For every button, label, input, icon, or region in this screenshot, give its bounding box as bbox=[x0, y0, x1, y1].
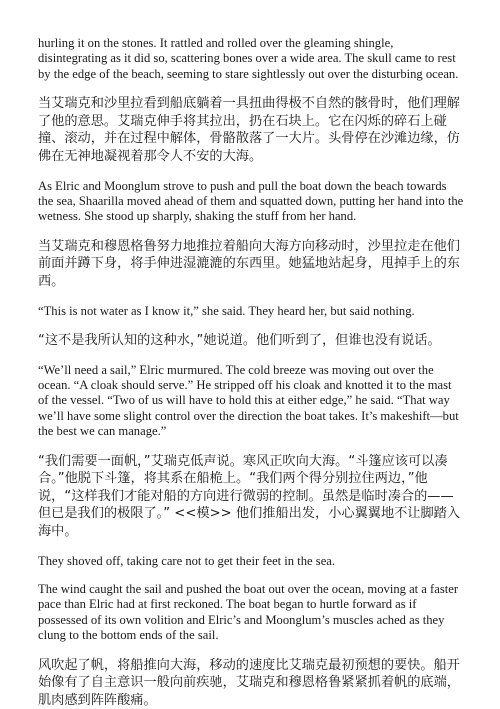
paragraph-en-4: “We’ll need a sail,” Elric murmured. The cold breeze was moving out over the ocean. “A cloak should serve.” He stripped off his cloak and knotted it to the mast of the vessel. “Two of us will have to hold this at either edge,” he said. “That way we’ll have some slight control over the direction the boat takes. It’s makeshift—but the best we can manage.” bbox=[38, 362, 459, 439]
paragraph-en-1: hurling it on the stones. It rattled and rolled over the gleaming shingle, disintegrating as it did so, scattering bones over a wide area. The skull came to rest by the edge of the beach, seeming to stare sightlessly out over the disturbing ocean. bbox=[38, 36, 459, 81]
paragraph-en-5: They shoved off, taking care not to get their feet in the sea. bbox=[38, 553, 336, 568]
paragraph-en-6: The wind caught the sail and pushed the boat out over the ocean, moving at a faster pace than Elric had at first reckoned. The boat began to hurtle forward as if possessed of its own volition and Elric’s and Moonglum’s muscles ached as they clung to the bottom ends of the sail. bbox=[38, 582, 459, 643]
paragraph-zh-5: 风吹起了帆，将船推向大海，移动的速度比艾瑞克最初预想的要快。船开始像有了自主意识一般向前疾驰，艾瑞克和穆恩格鲁紧紧抓着帆的底端，肌肉感到阵阵酸痛。 bbox=[38, 657, 460, 708]
paragraph-zh-3: “这不是我所认知的这种水，”她说道。他们听到了，但谁也没有说话。 bbox=[38, 333, 441, 348]
paragraph-en-2: As Elric and Moonglum strove to push and pull the boat down the beach towards the sea, Shaarilla moved ahead of them and squatted down, putting her hand into the wetness. She stood up sharply, shaking the stuff from her hand. bbox=[38, 178, 464, 224]
paragraph-en-3: “This is not water as I know it,” she said. They heard her, but said nothing. bbox=[38, 303, 415, 318]
paragraph-zh-1: 当艾瑞克和沙里拉看到船底躺着一具扭曲得极不自然的骸骨时，他们理解了他的意思。艾瑞克伸手将其拉出，扔在石块上。它在闪烁的碎石上碰撞、滚动，并在过程中解体，骨骼散落了一大片。头骨停在沙滩边缘，仿佛在无神地凝视着那令人不安的大海。 bbox=[38, 96, 460, 164]
paragraph-zh-2: 当艾瑞克和穆恩格鲁努力地推拉着船向大海方向移动时，沙里拉走在他们前面并蹲下身，将手伸进湿漉漉的东西里。她猛地站起身，甩掉手上的东西。 bbox=[38, 238, 460, 289]
paragraph-zh-4: “我们需要一面帆，”艾瑞克低声说。寒风正吹向大海。“斗篷应该可以凑合。”他脱下斗篷，将其系在船桅上。“我们两个得分别拉住两边，”他说，“这样我们才能对船的方向进行微弱的控制。虽然是临时凑合的——但已是我们的极限了。” <<模>> 他们推船出发，小心翼翼地不让脚踏入海中。 bbox=[38, 453, 461, 539]
